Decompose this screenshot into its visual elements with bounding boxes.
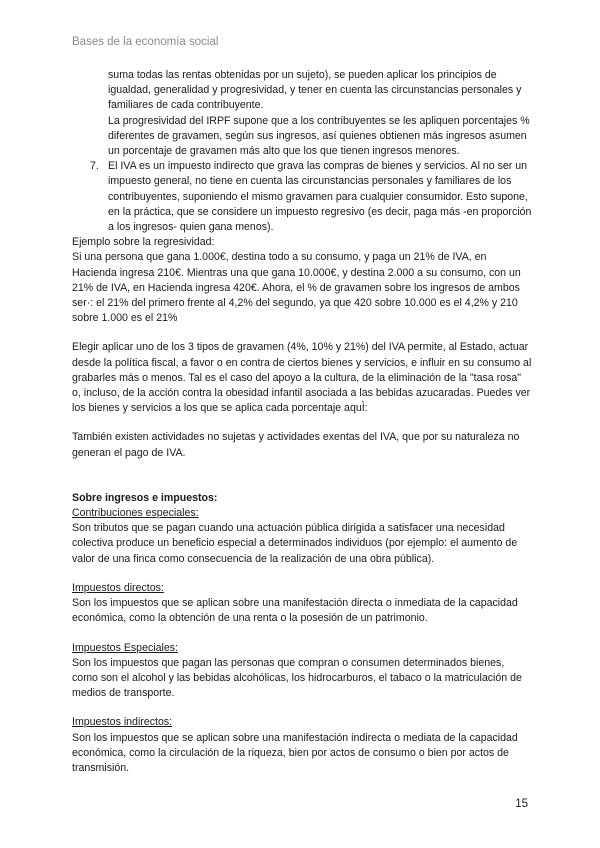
term-contribuciones: Contribuciones especiales:	[72, 507, 199, 520]
list-item-6-continuation: suma todas las rentas obtenidas por un sujeto), se pueden aplicar los principios de igualdad, generalidad y progresividad, y tener en cuenta las circunstancias personales y familiares de cada contribuyente.	[108, 69, 522, 112]
iva-types-paragraph: Elegir aplicar uno de los 3 tipos de gravamen (4%, 10% y 21%) del IVA permite, al Estado, actuar desde la política fiscal, a favor o en contra de ciertos bienes y servicios, e influir en su consumo al grabarles más o menos. Tal es el caso del apoyo a la cultura, de la eliminación de la "tasa rosa" o, incluso, de la acción contra la obesidad infantil asociada a las bebidas azucaradas. Puedes ver los bienes y servicios a los que se aplica cada porcentaje aquÌ:	[72, 341, 532, 415]
list-item-number: 7.	[90, 160, 99, 173]
definition-impuestos-directos: Son los impuestos que se aplican sobre una manifestación directa o inmediata de la capacidad económica, como la obtención de una renta o la posesión de un patrimonio.	[72, 597, 518, 625]
list-item-7	[72, 159, 532, 235]
page-number: 15	[515, 798, 528, 810]
list-item-text: El IVA es un impuesto indirecto que grava las compras de bienes y servicios. Al no ser un impuesto general, no tiene en cuenta las circunstancias personales y familiares de los contribuyentes, suponiendo el mismo gravamen para cualquier consumidor. Esto supone, en la práctica, que se considere un impuesto regresivo (es decir, paga más -en proporción a los ingresos- quien gana menos).	[108, 160, 532, 234]
example-title: Ejemplo sobre la regresividad:	[72, 236, 215, 249]
document-header: Bases de la economía social	[72, 36, 219, 48]
page-content	[72, 68, 532, 776]
term-impuestos-directos: Impuestos directos:	[72, 581, 164, 594]
example-text: Si una persona que gana 1.000€, destina todo a su consumo, y paga un 21% de IVA, en Hacienda ingresa 210€. Mientras una que gana 10.000€, y destina 2.000 a su consumo, con un 21% de IVA, en Hacienda ingresa 420€. Ahora, el % de gravamen sobre los ingresos de ambos ser·: el 21% del primero frente al 4,2% del segundo, ya que 420 sobre 10.000 es el 4,2% y 210 sobre 1.000 es el 21%	[72, 251, 521, 325]
section-heading: Sobre ingresos e impuestos:	[72, 491, 218, 504]
definition-impuestos-especiales: Son los impuestos que pagan las personas que compran o consumen determinados bienes, como son el alcohol y las bebidas alcohólicas, los hidrocarburos, el tabaco o la matriculación de medios de transporte.	[72, 656, 522, 700]
term-impuestos-especiales: Impuestos Especiales:	[72, 641, 178, 654]
definition-contribuciones: Son tributos que se pagan cuando una actuación pública dirigida a satisfacer una necesidad colectiva produce un beneficio especial a determinados individuos (por ejemplo: el aumento de valor de una finca como consecuencia de la realización de una obra pública).	[72, 522, 518, 565]
exentas-paragraph: También existen actividades no sujetas y actividades exentas del IVA, que por su naturaleza no generan el pago de IVA.	[72, 431, 520, 459]
definition-impuestos-indirectos: Son los impuestos que se aplican sobre una manifestación indirecta o mediata de la capacidad económica, como la circulación de la riqueza, bien por actos de consumo o bien por actos de transmisión.	[72, 731, 518, 774]
irpf-progressivity-paragraph: La progresividad del IRPF supone que a los contribuyentes se les apliquen porcentajes % diferentes de gravamen, según sus ingresos, así quienes obtienen más ingresos asumen un porcentaje de gravamen más alto que los que tienen ingresos menores.	[108, 114, 530, 158]
term-impuestos-indirectos: Impuestos indirectos:	[72, 716, 173, 729]
